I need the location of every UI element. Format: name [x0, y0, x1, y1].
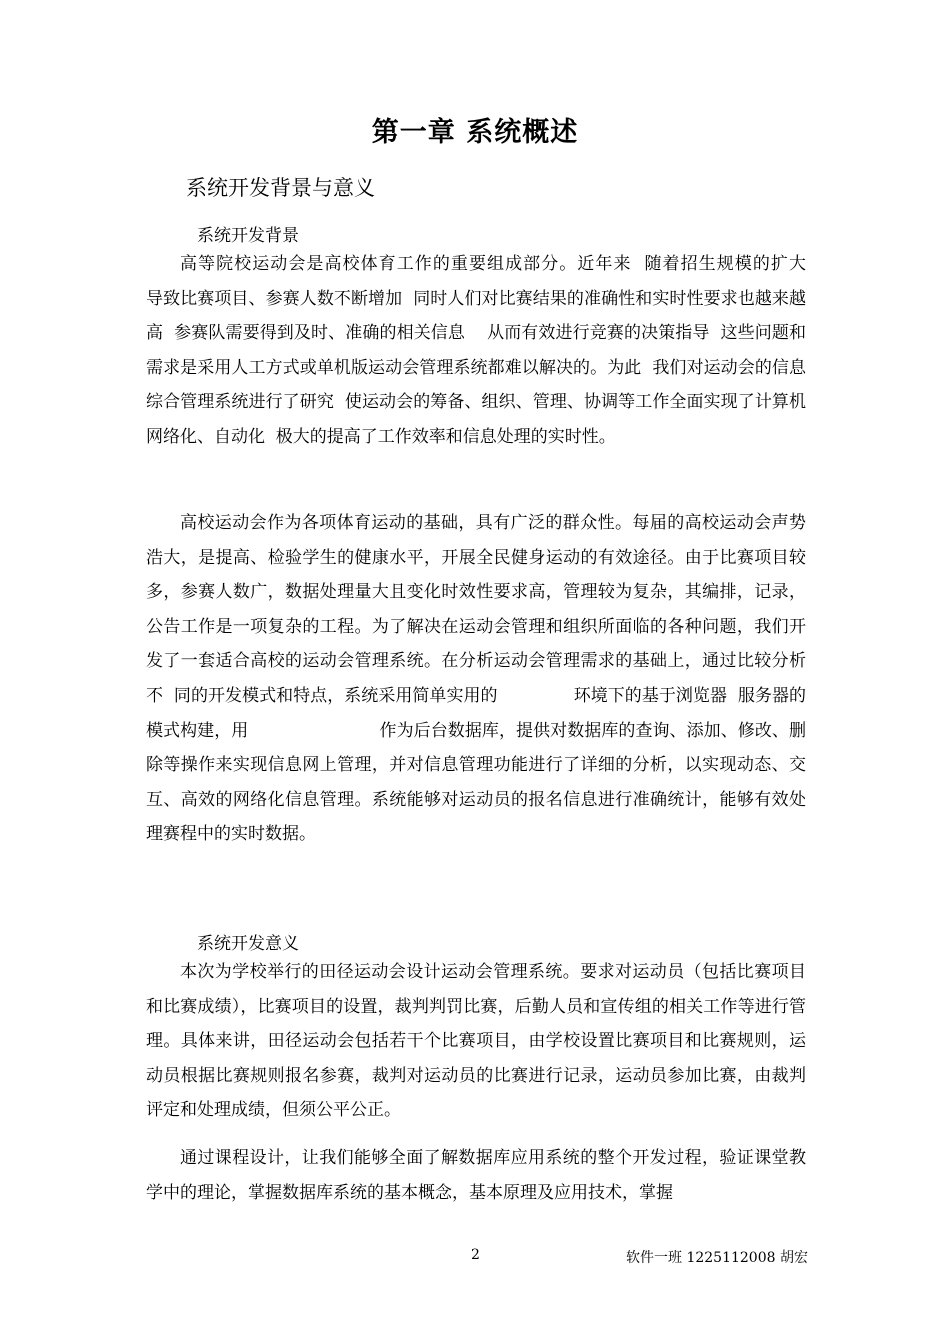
paragraph-background-1: 高等院校运动会是高校体育工作的重要组成部分。近年来 随着招生规模的扩大 导致比赛项目、参赛人数不断增加 同时人们对比赛结果的准确性和实时性要求也越来越高 参赛队需要得到及时、准确的相关信息 从而有效进行竞赛的决策指导 这些问题和需求是采用人工方式或单机版运动会管理系统都难以解决的。为此 我们对运动会的信息综合管理系统进行了研究 使运动会的筹备、组织、管理、协调等工作全面实现了计算机网络化、自动化 极大的提高了工作效率和信息处理的实时性。 [146, 254, 828, 447]
paragraph-significance-1: 本次为学校举行的田径运动会设计运动会管理系统。要求对运动员（包括比赛项目和比赛成绩），比赛项目的设置，裁判判罚比赛，后勤人员和宣传组的相关工作等进行管理。具体来讲，田径运动会包括若干个比赛项目，由学校设置比赛项目和比赛规则，运动员根据比赛规则报名参赛，裁判对运动员的比赛进行记录，运动员参加比赛，由裁判评定和处理成绩，但须公平公正。 [146, 962, 806, 1121]
subsection-title-significance: 系统开发意义 [197, 934, 299, 954]
chapter-title: 第一章 系统概述 [371, 117, 579, 148]
paragraph-background-2: 高校运动会作为各项体育运动的基础，具有广泛的群众性。每届的高校运动会声势浩大，是提高、检验学生的健康水平，开展全民健身运动的有效途径。由于比赛项目较多，参赛人数广，数据处理量大且变化时效性要求高，管理较为复杂，其编排，记录，公告工作是一项复杂的工程。为了解决在运动会管理和组织所面临的各种问题，我们开发了一套适合高校的运动会管理系统。在分析运动会管理需求的基础上，通过比较分析不 同的开发模式和特点，系统采用简单实用的 环境下的基于浏览器 服务器的模式构建，用 作为后台数据库，提供对数据库的查询、添加、修改、删除等操作来实现信息网上管理，并对信息管理功能进行了详细的分析，以实现动态、交互、高效的网络化信息管理。系统能够对运动员的报名信息进行准确统计，能够有效处理赛程中的实时数据。 [146, 513, 806, 845]
paragraph-significance-2: 通过课程设计，让我们能够全面了解数据库应用系统的整个开发过程，验证课堂教学中的理论，掌握数据库系统的基本概念，基本原理及应用技术，掌握 [146, 1148, 806, 1203]
subsection-title-background: 系统开发背景 [197, 226, 299, 246]
footer-author-info: 软件一班 1225112008 胡宏 [626, 1250, 808, 1266]
page-number: 2 [471, 1247, 480, 1263]
section-title: 系统开发背景与意义 [186, 176, 375, 200]
